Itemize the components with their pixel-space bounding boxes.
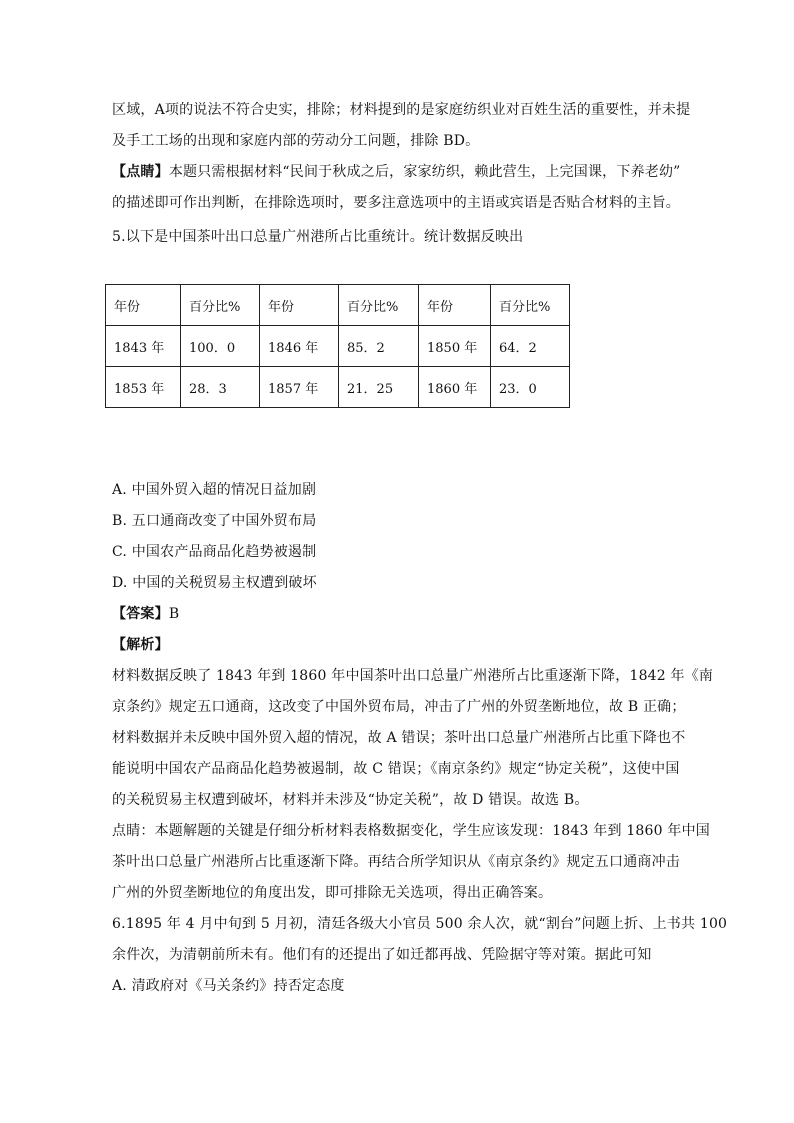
table-cell: 1857 年 xyxy=(260,367,339,408)
analysis-tag: 【解析】 xyxy=(112,637,169,653)
q5-option-a: A. 中国外贸入超的情况日益加剧 xyxy=(112,482,317,498)
table-cell: 1860 年 xyxy=(419,367,491,408)
table-cell: 年份 xyxy=(419,285,491,326)
table-cell: 1850 年 xyxy=(419,326,491,367)
table-row xyxy=(106,285,570,326)
table-cell: 年份 xyxy=(106,285,181,326)
tip-text: 本题只需根据材料“民间于秋成之后，家家纺织，赖此营生，上完国课，下养老幼” xyxy=(168,164,681,180)
q4-tip-line-1 xyxy=(112,162,681,182)
tip-tag: 【点睛】 xyxy=(112,164,169,180)
table-cell: 1853 年 xyxy=(106,367,181,408)
table-cell: 百分比% xyxy=(339,285,419,326)
table-cell: 年份 xyxy=(260,285,339,326)
analysis-line-3: 材料数据并未反映中国外贸入超的情况，故 A 错误；茶叶出口总量广州港所占比重下降也不 xyxy=(112,730,686,746)
q5-tip-line-1: 点睛：本题解题的关键是仔细分析材料表格数据变化，学生应该发现：1843 年到 1860 年中国 xyxy=(112,823,711,839)
q6-stem-line-2: 余件次，为清朝前所未有。他们有的还提出了如迁都再战、凭险据守等对策。据此可知 xyxy=(112,947,652,963)
q5-option-b: B. 五口通商改变了中国外贸布局 xyxy=(112,513,317,529)
q5-tip-line-3: 广州的外贸垄断地位的角度出发，即可排除无关选项，得出正确答案。 xyxy=(112,885,553,901)
q5-tip-line-2: 茶叶出口总量广州港所占比重逐渐下降。再结合所学知识从《南京条约》规定五口通商冲击 xyxy=(112,854,680,870)
table-cell: 百分比% xyxy=(491,285,570,326)
table-cell: 1846 年 xyxy=(260,326,339,367)
q4-explanation-line-1: 区域，A项的说法不符合史实，排除；材料提到的是家庭纺织业对百姓生活的重要性，并未提 xyxy=(112,102,691,118)
tea-export-table xyxy=(105,284,570,408)
answer-tag: 【答案】 xyxy=(112,606,169,622)
analysis-line-5: 的关税贸易主权遭到破坏，材料并未涉及“协定关税”，故 D 错误。故选 B。 xyxy=(112,792,589,808)
analysis-line-2: 京条约》规定五口通商，这改变了中国外贸布局，冲击了广州的外贸垄断地位，故 B 正确； xyxy=(112,699,686,715)
table-cell: 100．0 xyxy=(181,326,260,367)
analysis-line-4: 能说明中国农产品商品化趋势被遏制，故 C 错误；《南京条约》规定“协定关税”，这使中国 xyxy=(112,761,680,777)
answer-value: B xyxy=(168,606,180,622)
table-row xyxy=(106,326,570,367)
table-cell: 百分比% xyxy=(181,285,260,326)
q4-tip-line-2: 的描述即可作出判断，在排除选项时，要多注意选项中的主语或宾语是否贴合材料的主旨。 xyxy=(112,195,680,211)
table-cell: 64．2 xyxy=(491,326,570,367)
q5-option-d: D. 中国的关税贸易主权遭到破坏 xyxy=(112,575,317,591)
q6-option-a: A. 清政府对《马关条约》持否定态度 xyxy=(112,978,345,994)
table-cell: 1843 年 xyxy=(106,326,181,367)
table-cell: 85．2 xyxy=(339,326,419,367)
table-row xyxy=(106,367,570,408)
q5-answer xyxy=(112,604,179,624)
table-cell: 28．3 xyxy=(181,367,260,408)
q5-stem: 5.以下是中国茶叶出口总量广州港所占比重统计。统计数据反映出 xyxy=(112,229,524,245)
q4-explanation-line-2: 及手工工场的出现和家庭内部的劳动分工问题，排除 BD。 xyxy=(112,133,480,149)
q6-stem-line-1: 6.1895 年 4 月中旬到 5 月初，清廷各级大小官员 500 余人次，就“割台”问题上折、上书共 100 xyxy=(112,916,728,932)
table-cell: 21．25 xyxy=(339,367,419,408)
q5-option-c: C. 中国农产品商品化趋势被遏制 xyxy=(112,544,317,560)
analysis-line-1: 材料数据反映了 1843 年到 1860 年中国茶叶出口总量广州港所占比重逐渐下降，1842 年《南 xyxy=(112,668,714,684)
table-cell: 23．0 xyxy=(491,367,570,408)
